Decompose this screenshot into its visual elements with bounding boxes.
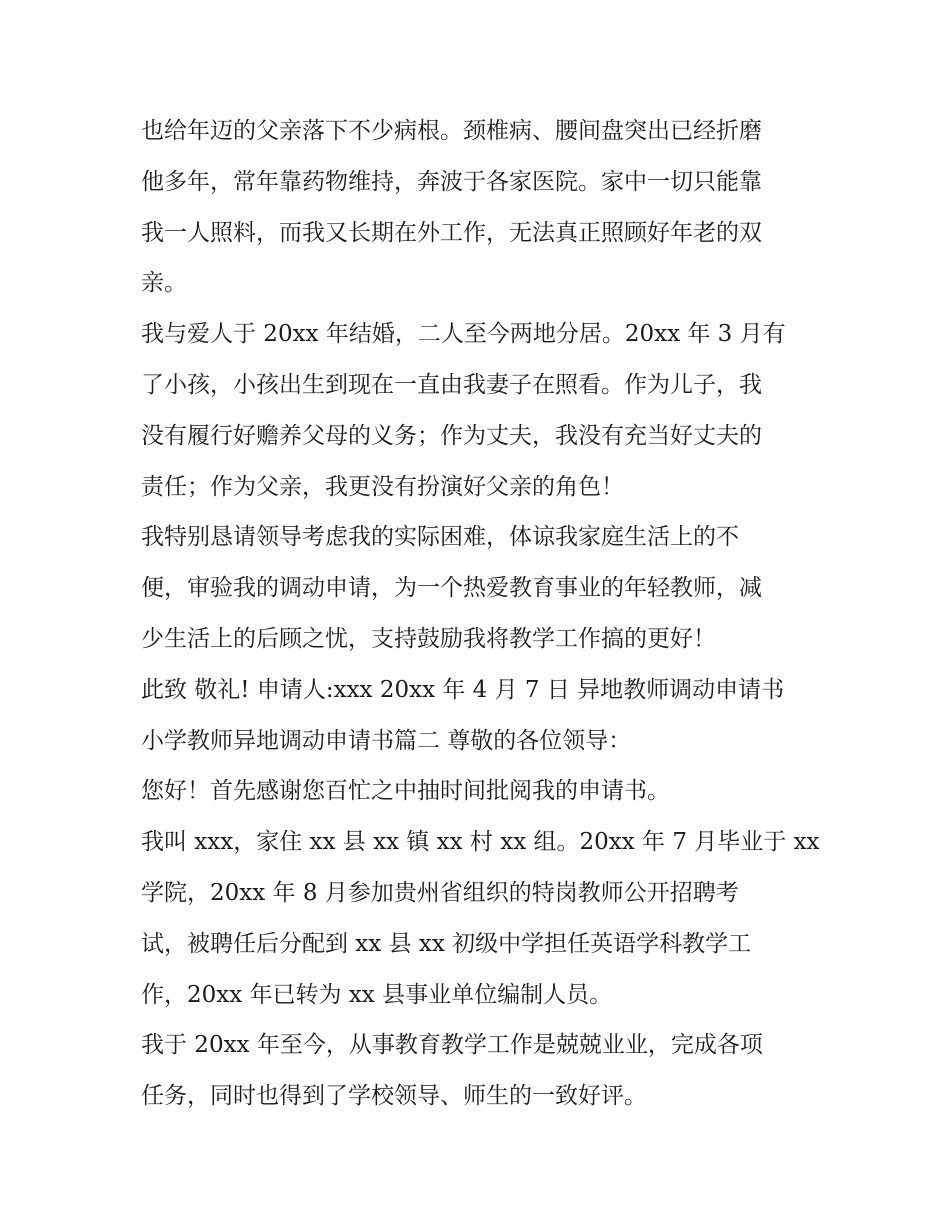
text-line: 此致 敬礼! 申请人:xxx 20xx 年 4 月 7 日 异地教师调动申请书 bbox=[141, 676, 785, 703]
text-line: 任务，同时也得到了学校领导、师生的一致好评。 bbox=[141, 1083, 647, 1110]
text-line: 您好！首先感谢您百忙之中抽时间批阅我的申请书。 bbox=[141, 778, 670, 805]
text-line: 我叫 xxx，家住 xx 县 xx 镇 xx 村 xx 组。20xx 年 7 月毕业于 xx bbox=[141, 829, 820, 856]
text-line: 试，被聘任后分配到 xx 县 xx 初级中学担任英语学科教学工 bbox=[141, 930, 752, 957]
body-text bbox=[141, 106, 821, 1122]
text-line: 我特别恳请领导考虑我的实际困难，体谅我家庭生活上的不 bbox=[141, 524, 739, 551]
text-line: 他多年，常年靠药物维持，奔波于各家医院。家中一切只能靠 bbox=[141, 168, 762, 195]
text-line: 亲。 bbox=[141, 270, 187, 297]
text-line: 我与爱人于 20xx 年结婚，二人至今两地分居。20xx 年 3 月有 bbox=[141, 321, 786, 348]
text-line: 我于 20xx 年至今，从事教育教学工作是兢兢业业，完成各项 bbox=[141, 1032, 763, 1059]
text-line: 作，20xx 年已转为 xx 县事业单位编制人员。 bbox=[141, 981, 613, 1008]
text-line: 学院，20xx 年 8 月参加贵州省组织的特岗教师公开招聘考 bbox=[141, 879, 739, 906]
text-line: 便，审验我的调动申请，为一个热爱教育事业的年轻教师，减 bbox=[141, 575, 762, 602]
text-line: 没有履行好赡养父母的义务；作为丈夫，我没有充当好丈夫的 bbox=[141, 422, 762, 449]
text-line: 了小孩，小孩出生到现在一直由我妻子在照看。作为儿子，我 bbox=[141, 371, 762, 398]
text-line: 也给年迈的父亲落下不少病根。颈椎病、腰间盘突出已经折磨 bbox=[141, 118, 762, 144]
text-line: 少生活上的后顾之忧，支持鼓励我将教学工作搞的更好！ bbox=[141, 625, 716, 652]
text-line: 小学教师异地调动申请书篇二 尊敬的各位领导： bbox=[141, 727, 632, 754]
text-line: 责任；作为父亲，我更没有扮演好父亲的角色！ bbox=[141, 473, 624, 500]
text-line: 我一人照料，而我又长期在外工作，无法真正照顾好年老的双 bbox=[141, 219, 762, 246]
